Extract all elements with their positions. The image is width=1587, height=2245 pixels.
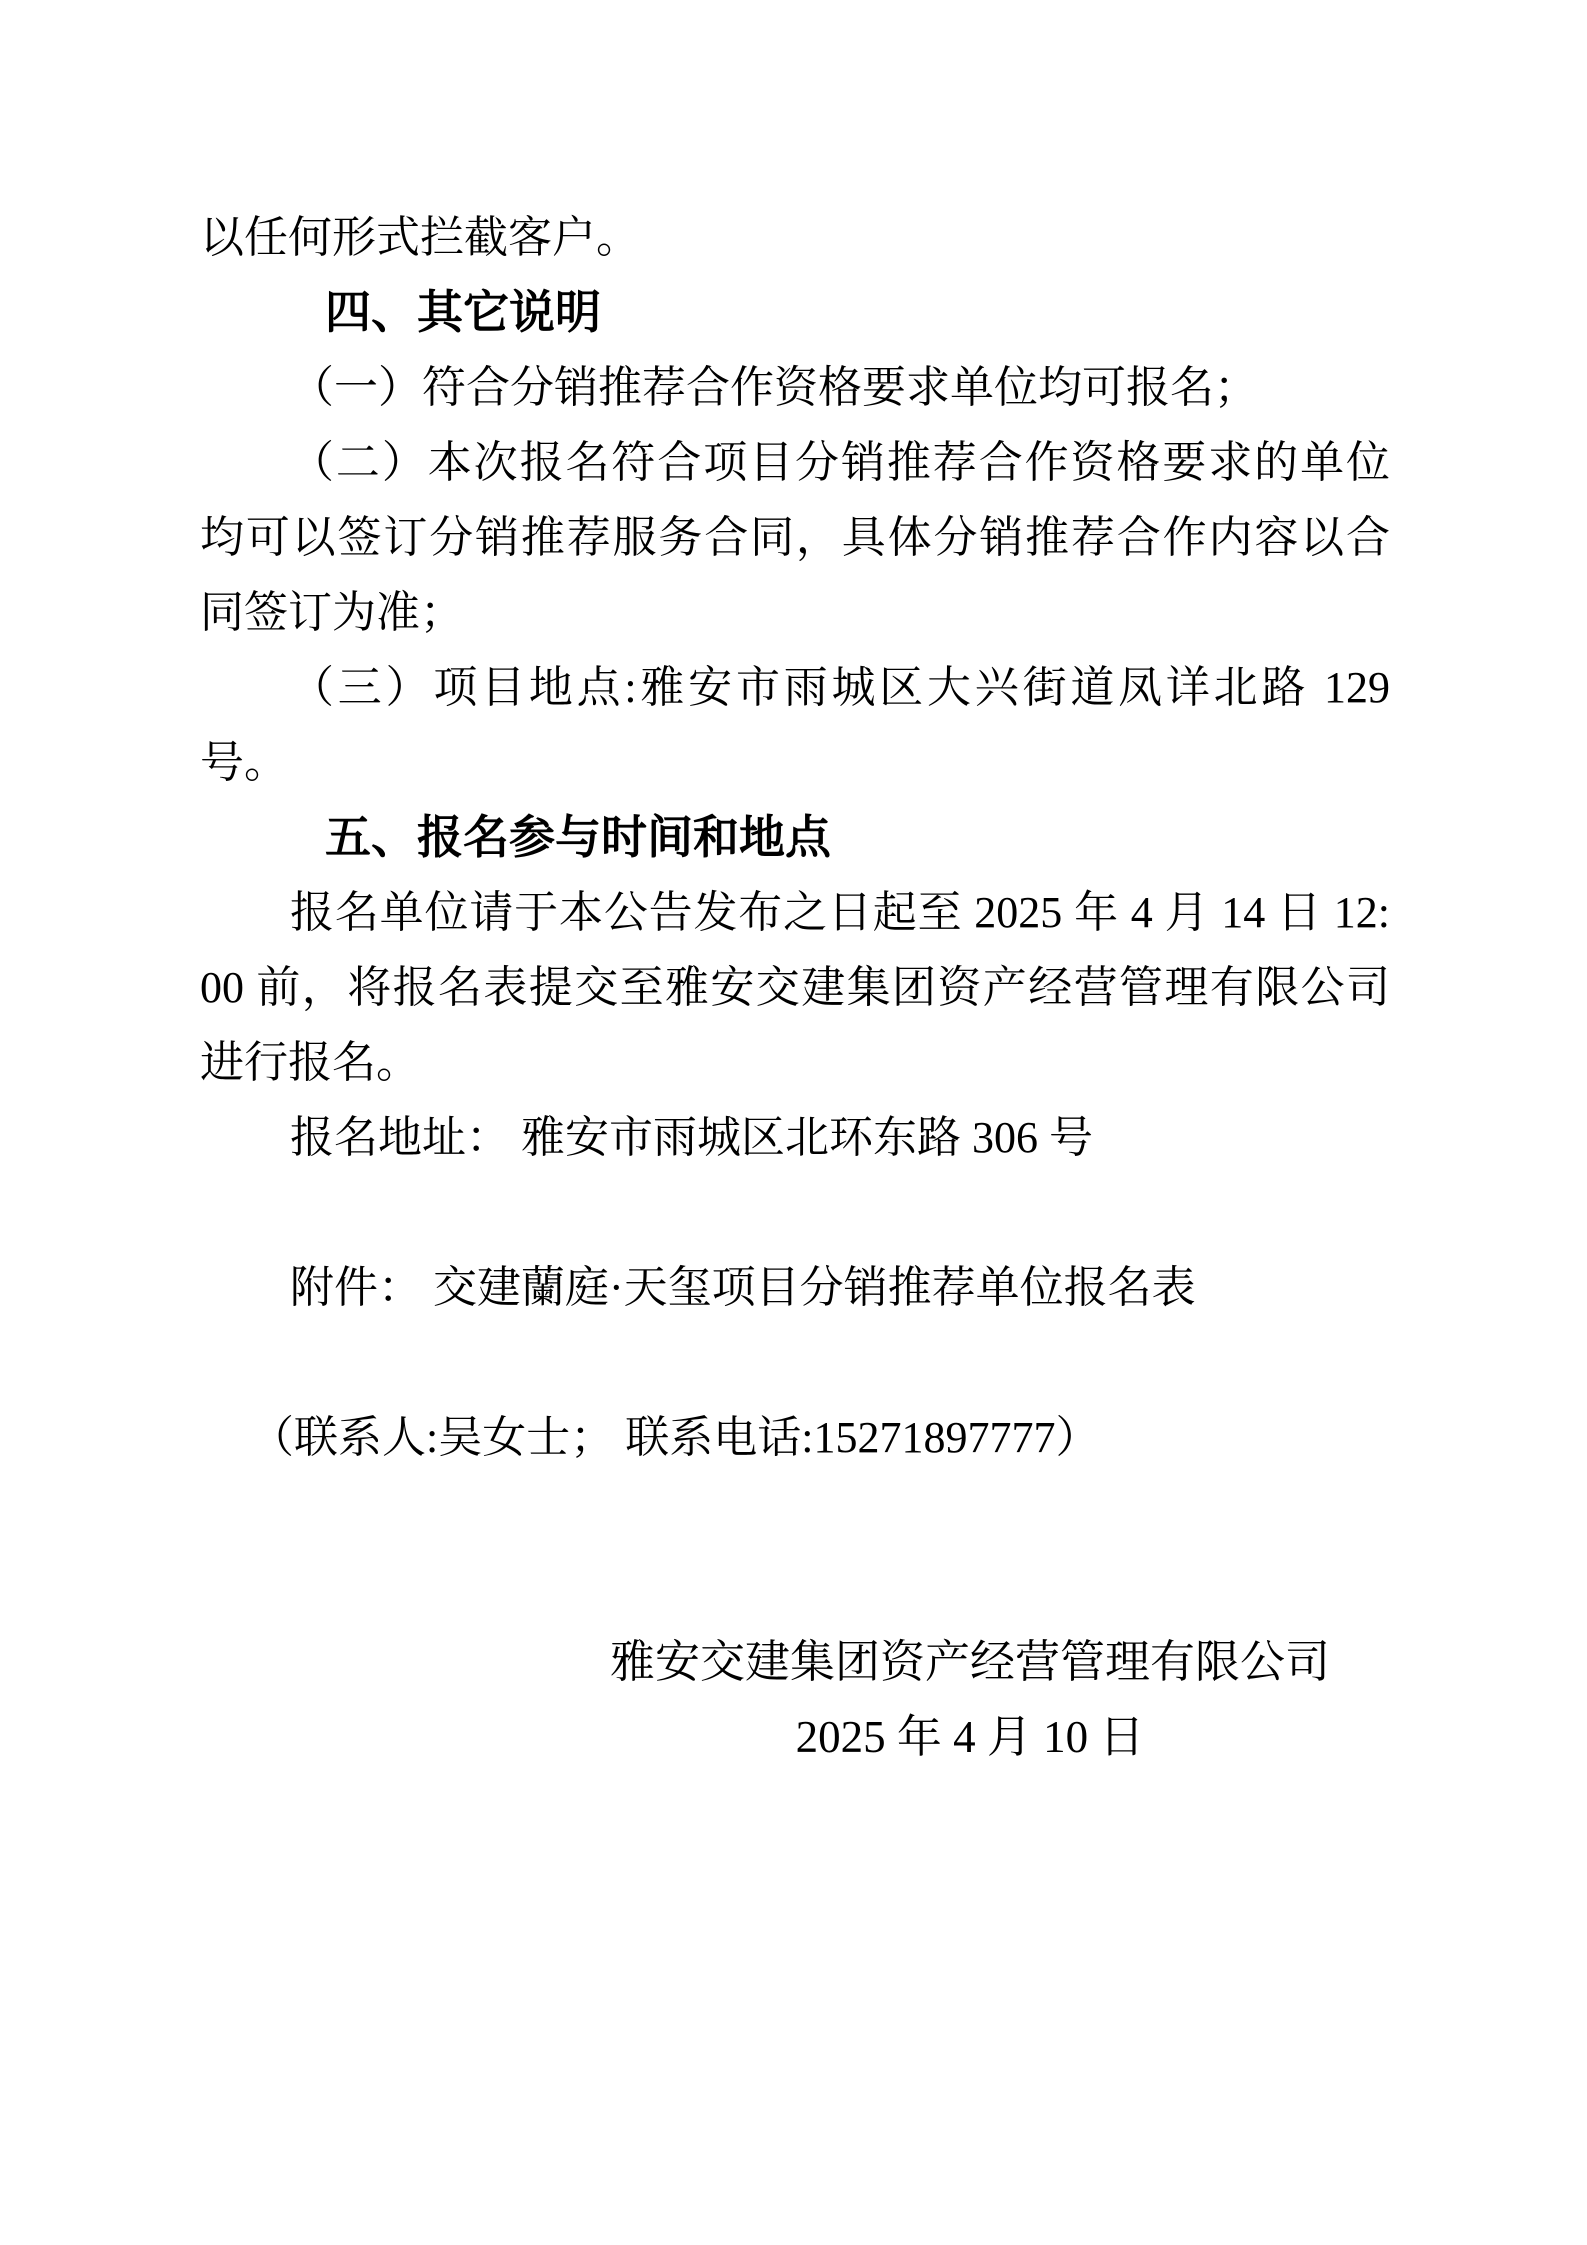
registration-address-line: 报名地址： 雅安市雨城区北环东路 306 号 [290,1113,1093,1162]
item-2-line-3: 同签订为准； [200,588,464,637]
signature-date: 2025 年 4 月 10 日 [795,1712,1145,1762]
registration-para-line-1: 报名单位请于本公告发布之日起至 2025 年 4 月 14 日 12: [290,888,1390,937]
signature-block [550,1625,1390,1775]
signature-company: 雅安交建集团资产经营管理有限公司 [609,1637,1330,1687]
item-3-line-2: 号。 [200,738,288,787]
registration-para-line-2: 00 前，将报名表提交至雅安交建集团资产经营管理有限公司 [200,963,1390,1012]
section-heading-4: 四、其它说明 [325,286,601,338]
item-3-line-1: （三）项目地点:雅安市雨城区大兴街道凤详北路 129 [290,663,1390,712]
item-2-line-2: 均可以签订分销推荐服务合同，具体分销推荐合作内容以合 [200,513,1390,562]
item-2-line-1: （二）本次报名符合项目分销推荐合作资格要求的单位 [290,438,1390,487]
attachment-line: 附件： 交建蘭庭·天玺项目分销推荐单位报名表 [290,1263,1196,1312]
contact-line: （联系人:吴女士； 联系电话:15271897777） [250,1413,1100,1462]
body-line-continuation: 以任何形式拦截客户。 [200,213,640,262]
section-heading-5: 五、报名参与时间和地点 [325,811,831,863]
document-body [200,200,1390,1775]
registration-para-line-3: 进行报名。 [200,1038,420,1087]
item-1-line: （一）符合分销推荐合作资格要求单位均可报名； [290,363,1258,412]
